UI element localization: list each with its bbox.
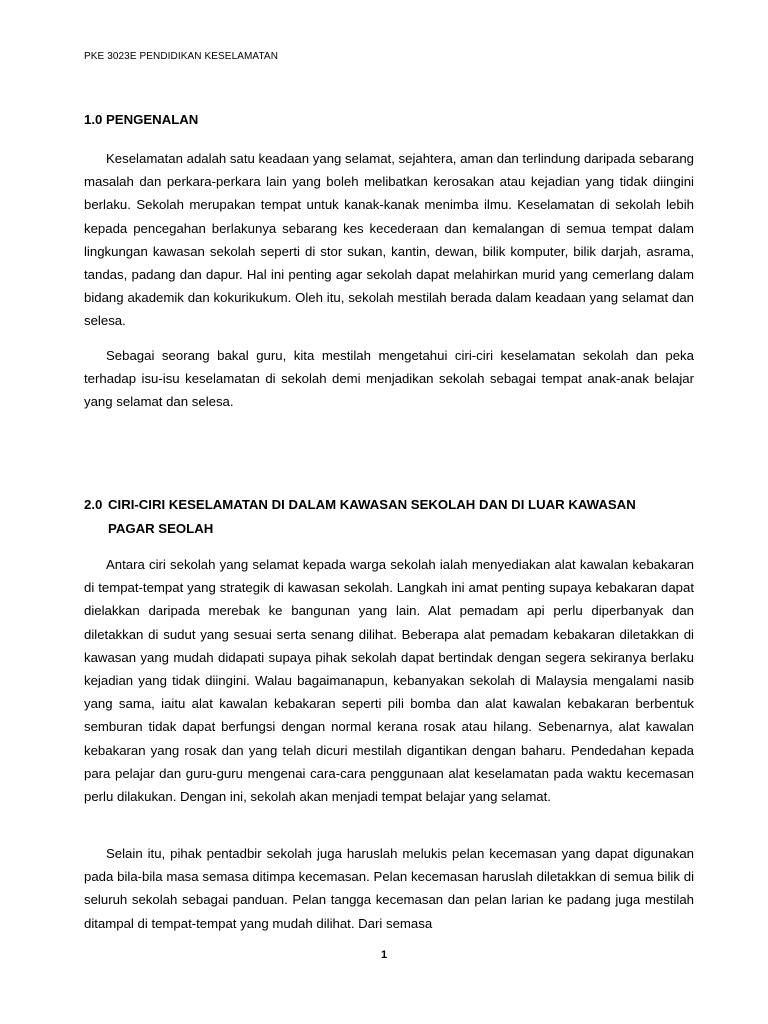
section-heading-safety-features: [84, 493, 694, 540]
section-heading-line-1: CIRI-CIRI KESELAMATAN DI DALAM KAWASAN SEKOLAH DAN DI LUAR KAWASAN: [108, 497, 636, 512]
section-number: 2.0: [84, 497, 103, 512]
section-heading-introduction: 1.0 PENGENALAN: [84, 112, 199, 127]
paragraph-safety-2: Selain itu, pihak pentadbir sekolah juga haruslah melukis pelan kecemasan yang dapat digunakan pada bila-bila masa semasa ditimpa kecemasan. Pelan kecemasan haruslah diletakkan di semua bilik di seluruh sekolah sebagai panduan. Pelan tangga kecemasan dan pelan larian ke padang juga mestilah ditampal di tempat-tempat yang mudah dilihat. Dari semasa: [84, 846, 694, 931]
running-header: PKE 3023E PENDIDIKAN KESELAMATAN: [84, 51, 279, 62]
page-number: 1: [380, 949, 388, 961]
section-heading-line-2: PAGAR SEOLAH: [108, 520, 214, 536]
paragraph-introduction-1: Keselamatan adalah satu keadaan yang selamat, sejahtera, aman dan terlindung daripada sebarang masalah dan perkara-perkara lain yang boleh melibatkan kerosakan atau kejadian yang tidak diingini berlaku. Sekolah merupakan tempat untuk kanak-kanak menimba ilmu. Keselamatan di sekolah lebih kepada pencegahan berlakunya sebarang kes kecederaan dan kemalangan di semua tempat dalam lingkungan kawasan sekolah seperti di stor sukan, kantin, dewan, bilik komputer, bilik darjah, asrama, tandas, padang dan dapur. Hal ini penting agar sekolah dapat melahirkan murid yang cemerlang dalam bidang akademik dan kokurikukum. Oleh itu, sekolah mestilah berada dalam keadaan yang selamat dan selesa.: [84, 151, 694, 329]
paragraph-introduction-2: Sebagai seorang bakal guru, kita mestilah mengetahui ciri-ciri keselamatan sekolah dan peka terhadap isu-isu keselamatan di sekolah demi menjadikan sekolah sebagai tempat anak-anak belajar yang selamat dan selesa.: [84, 348, 694, 410]
paragraph-safety-1: Antara ciri sekolah yang selamat kepada warga sekolah ialah menyediakan alat kawalan kebakaran di tempat-tempat yang strategik di kawasan sekolah. Langkah ini amat penting supaya kebakaran dapat dielakkan daripada merebak ke bangunan yang lain. Alat pemadam api perlu diperbanyak dan diletakkan di sudut yang sesuai serta senang dilihat. Beberapa alat pemadam kebakaran diletakkan di kawasan yang mudah didapati supaya pihak sekolah dapat bertindak dengan segera sekiranya berlaku kejadian yang tidak diingini. Walau bagaimanapun, kebanyakan sekolah di Malaysia mengalami nasib yang sama, iaitu alat kawalan kebakaran seperti pili bomba dan alat kawalan kebakaran berbentuk semburan tidak dapat berfungsi dengan normal kerana rosak atau hilang. Sebenarnya, alat kawalan kebakaran yang rosak dan yang telah dicuri mestilah digantikan dengan baharu. Pendedahan kepada para pelajar dan guru-guru mengenai cara-cara penggunaan alat keselamatan pada waktu kecemasan perlu dilakukan. Dengan ini, sekolah akan menjadi tempat belajar yang selamat.: [84, 557, 694, 805]
